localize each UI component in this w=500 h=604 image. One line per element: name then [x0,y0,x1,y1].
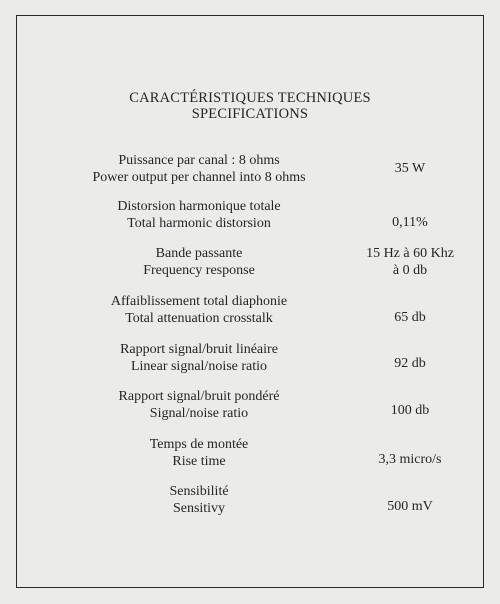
spec-row-weighted-signal-noise [0,389,500,429]
spec-label-english: Frequency response [143,262,255,278]
spec-label-english: Total harmonic distorsion [127,215,271,231]
spec-value [340,403,480,420]
spec-label [40,342,358,375]
spec-row-power-output [0,153,500,193]
spec-value-text: 15 Hz à 60 Khz [366,246,454,261]
spec-label [40,199,358,232]
spec-row-harmonic-distortion [0,199,500,239]
spec-label [40,389,358,422]
spec-value-text: 35 W [394,161,426,176]
spec-label-french: Distorsion harmonique totale [117,199,281,214]
spec-label-french: Affaiblissement total diaphonie [110,294,288,309]
spec-label [40,484,358,517]
spec-label-english: Rise time [172,453,226,469]
spec-label-french: Sensibilité [169,484,229,499]
spec-label-english: Total attenuation crosstalk [125,310,273,326]
spec-label-french: Rapport signal/bruit linéaire [120,342,278,357]
page-subtitle: SPECIFICATIONS [191,106,309,122]
spec-value [340,246,480,279]
spec-value [340,310,480,327]
spec-value [340,356,480,373]
spec-value-text: 100 db [390,403,430,418]
spec-value-text: 500 mV [387,499,433,514]
spec-row-rise-time [0,437,500,477]
spec-row-linear-signal-noise [0,342,500,382]
spec-value [340,452,480,469]
spec-label [40,246,358,279]
spec-value-text: 3,3 micro/s [378,452,442,467]
spec-label-english: Signal/noise ratio [149,405,249,421]
spec-value [340,215,480,232]
spec-label-french: Puissance par canal : 8 ohms [118,153,280,168]
spec-label [40,437,358,470]
spec-value-text: 92 db [394,356,426,371]
spec-value [340,499,480,516]
spec-label-english: Power output per channel into 8 ohms [92,169,306,185]
spec-value [340,161,480,178]
spec-label-english: Linear signal/noise ratio [130,358,268,374]
spec-label-french: Bande passante [155,246,243,261]
spec-row-sensitivity [0,484,500,524]
spec-label-french: Rapport signal/bruit pondéré [118,389,280,404]
spec-value-text: 65 db [394,310,426,325]
spec-label-english: Sensitivy [172,500,226,516]
spec-label [40,294,358,327]
spec-label-french: Temps de montée [149,437,249,452]
spec-value-text: 0,11% [392,215,428,230]
spec-row-frequency-response [0,246,500,286]
spec-label [40,153,358,186]
page-title: CARACTÉRISTIQUES TECHNIQUES [129,90,371,106]
spec-row-crosstalk [0,294,500,334]
spec-value-text-line2: à 0 db [392,262,428,278]
